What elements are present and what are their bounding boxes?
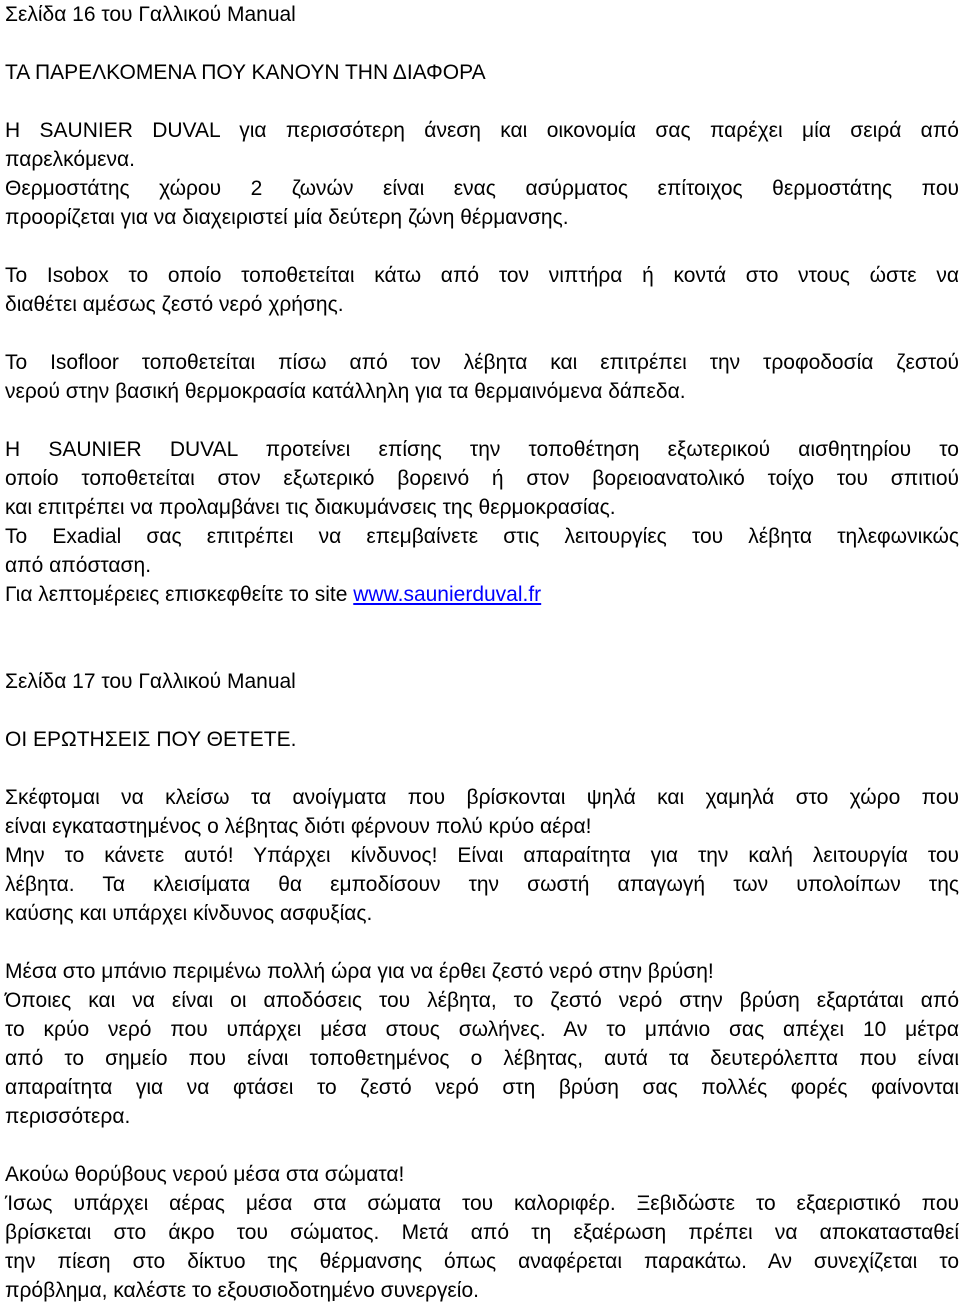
text-line: Θερμοστάτης χώρου 2 ζωνών είναι ενας ασύρματος επίτοιχος θερμοστάτης που: [5, 177, 959, 200]
website-link[interactable]: www.saunierduval.fr: [353, 583, 542, 606]
text-line: από απόσταση.: [5, 554, 152, 577]
question-ventilation: [5, 783, 959, 928]
text-line: Το Isobox το οποίο τοποθετείται κάτω από τον νιπτήρα ή κοντά στο ντους ώστε να: [5, 264, 959, 287]
details-text: Για λεπτομέρειες επισκεφθείτε το site: [5, 583, 354, 606]
details-line: [5, 580, 959, 609]
text-line: Μην το κάνετε αυτό! Υπάρχει κίνδυνος! Είναι απαραίτητα για την καλή λειτουργία του: [5, 844, 959, 867]
page-heading-17: Σελίδα 17 του Γαλλικού Manual: [5, 670, 296, 693]
text-line: καύσης και υπάρχει κίνδυνος ασφυξίας.: [5, 902, 373, 925]
section-title-questions: ΟΙ ΕΡΩΤΗΣΕΙΣ ΠΟΥ ΘΕΤΕΤΕ.: [5, 728, 297, 751]
text-line: είναι εγκαταστημένος ο λέβητας διότι φέρνουν πολύ κρύο αέρα!: [5, 815, 592, 838]
text-line: Μέσα στο μπάνιο περιμένω πολλή ώρα για να έρθει ζεστό νερό στην βρύση!: [5, 960, 714, 983]
text-line: λέβητα. Τα κλεισίματα θα εμποδίσουν την σωστή απαγωγή των υπολοίπων της: [5, 873, 959, 896]
page-heading-16: Σελίδα 16 του Γαλλικού Manual: [5, 3, 296, 26]
paragraph-sensor-exadial: [5, 435, 959, 609]
paragraph-isobox: [5, 261, 959, 319]
text-line: Σκέφτομαι να κλείσω τα ανοίγματα που βρίσκονται ψηλά και χαμηλά στο χώρο που: [5, 786, 959, 809]
text-line: νερού στην βασική θερμοκρασία κατάλληλη για τα θερμαινόμενα δάπεδα.: [5, 380, 686, 403]
text-line: οποίο τοποθετείται στον εξωτερικό βορεινό ή στον βορειοανατολικό τοίχο του σπιτιού: [5, 467, 959, 490]
text-line: παρελκόμενα.: [5, 148, 135, 171]
question-hot-water: [5, 957, 959, 1131]
text-line: την πίεση στο δίκτυο της θέρμανσης όπως αναφέρεται παρακάτω. Αν συνεχίζεται το: [5, 1250, 959, 1273]
text-line: Όποιες και να είναι οι αποδόσεις του λέβητα, το ζεστό νερό στην βρύση εξαρτάται από: [5, 989, 959, 1012]
text-line: Η SAUNIER DUVAL προτείνει επίσης την τοποθέτηση εξωτερικού αισθητηρίου το: [5, 438, 959, 461]
text-line: Η SAUNIER DUVAL για περισσότερη άνεση και οικονομία σας παρέχει μία σειρά από: [5, 119, 959, 142]
text-line: περισσότερα.: [5, 1105, 131, 1128]
text-line: διαθέτει αμέσως ζεστό νερό χρήσης.: [5, 293, 344, 316]
text-line: από το σημείο που είναι τοποθετημένος ο λέβητας, αυτά τα δευτερόλεπτα που είναι: [5, 1047, 959, 1070]
paragraph-intro: [5, 116, 959, 232]
text-line: Το Isofloor τοποθετείται πίσω από τον λέβητα και επιτρέπει την τροφοδοσία ζεστού: [5, 351, 959, 374]
text-line: βρίσκεται στο άκρο του σώματος. Μετά από τη εξαέρωση πρέπει να αποκατασταθεί: [5, 1221, 959, 1244]
text-line: Ίσως υπάρχει αέρας μέσα στα σώματα του καλοριφέρ. Ξεβιδώστε το εξαεριστικό που: [5, 1192, 959, 1215]
text-line: το κρύο νερό που υπάρχει μέσα στους σωλήνες. Αν το μπάνιο σας απέχει 10 μέτρα: [5, 1018, 959, 1041]
text-line: προορίζεται για να διαχειριστεί μία δεύτερη ζώνη θέρμανσης.: [5, 206, 569, 229]
text-line: και επιτρέπει να προλαμβάνει τις διακυμάνσεις της θερμοκρασίας.: [5, 496, 616, 519]
section-title-accessories: ΤΑ ΠΑΡΕΛΚΟΜΕΝΑ ΠΟΥ ΚΑΝΟΥΝ ΤΗΝ ΔΙΑΦΟΡΑ: [5, 61, 486, 84]
text-line: Ακούω θορύβους νερού μέσα στα σώματα!: [5, 1163, 405, 1186]
text-line: απαραίτητα για να φτάσει το ζεστό νερό στη βρύση σας πολλές φορές φαίνονται: [5, 1076, 959, 1099]
text-line: Το Exadial σας επιτρέπει να επεμβαίνετε στις λειτουργίες του λέβητα τηλεφωνικώς: [5, 525, 959, 548]
question-radiator-noise: [5, 1160, 959, 1305]
text-line: πρόβλημα, καλέστε το εξουσιοδοτημένο συνεργείο.: [5, 1279, 479, 1302]
paragraph-isofloor: [5, 348, 959, 406]
document-page: [5, 0, 959, 1305]
